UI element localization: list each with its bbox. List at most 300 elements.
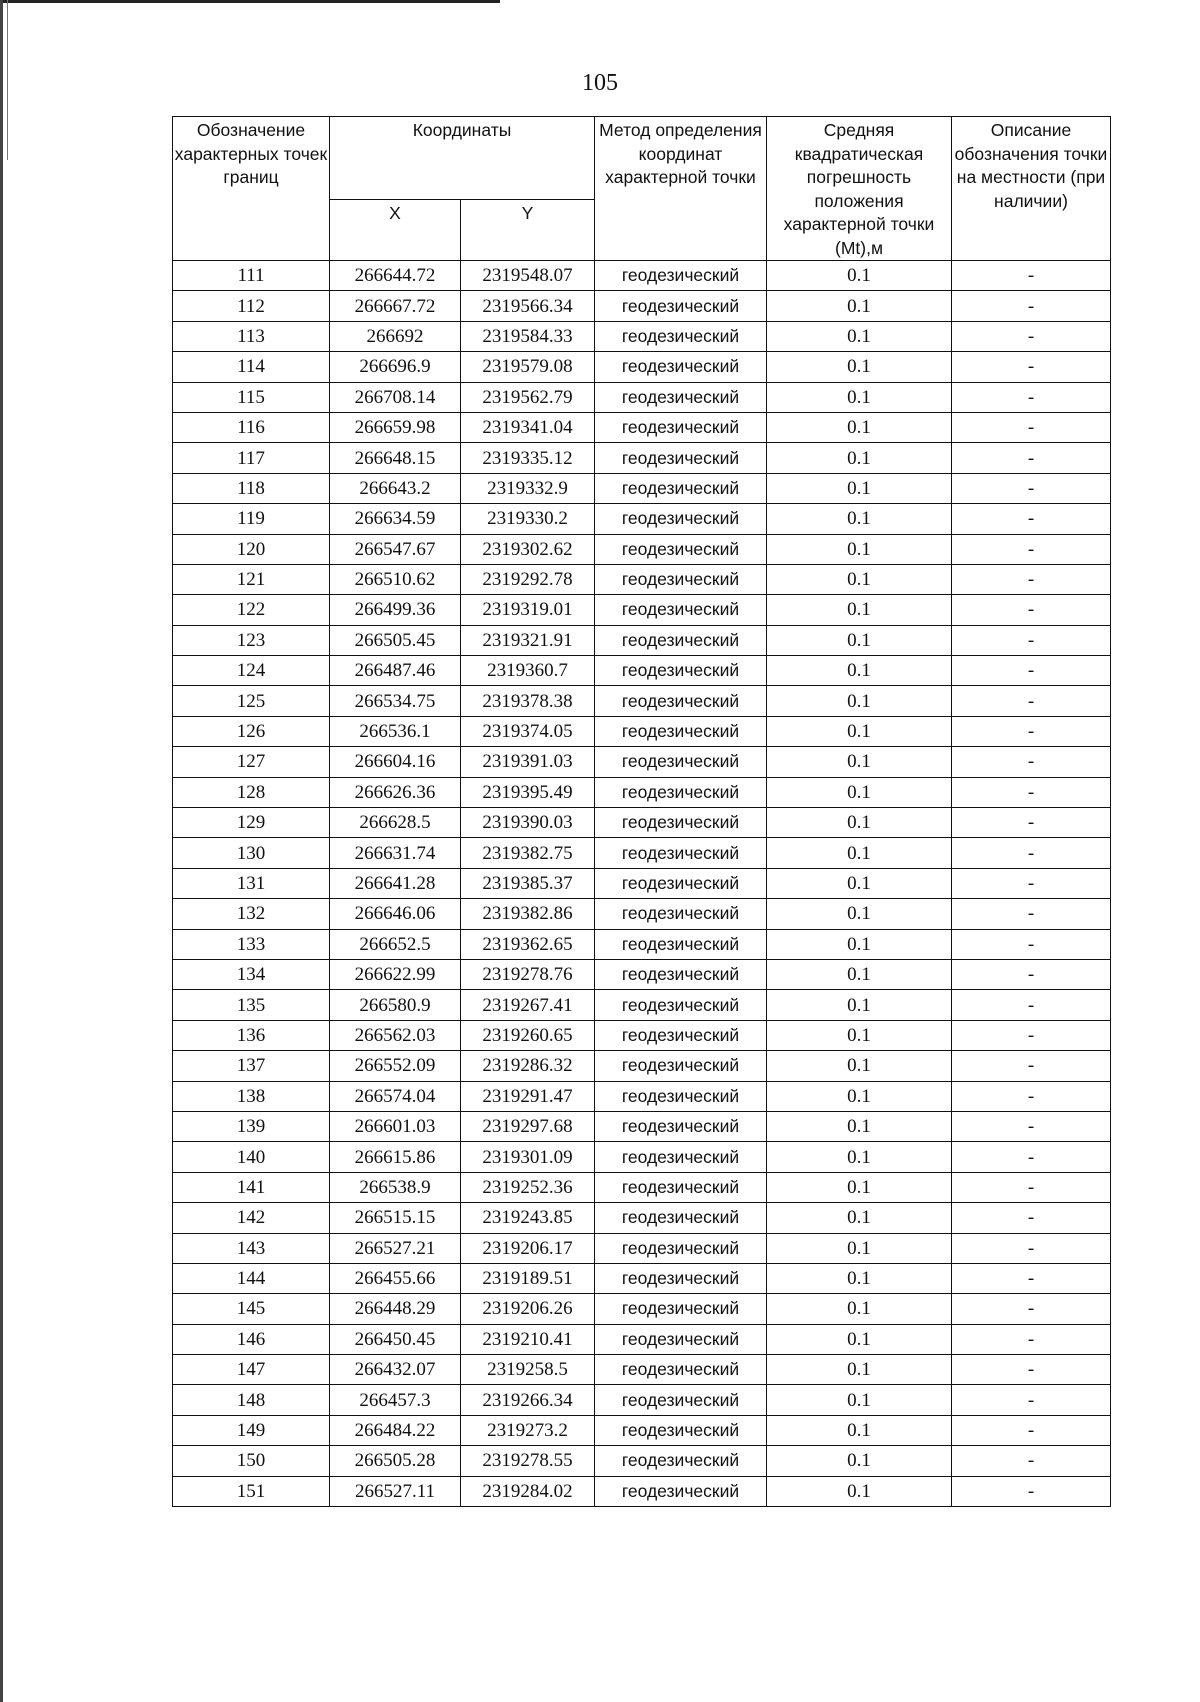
cell-method: геодезический xyxy=(595,1051,767,1081)
table-row xyxy=(173,1233,1111,1263)
cell-description: - xyxy=(952,321,1111,351)
cell-error: 0.1 xyxy=(767,1233,952,1263)
cell-x: 266527.11 xyxy=(330,1476,461,1506)
cell-point: 134 xyxy=(173,959,330,989)
cell-error: 0.1 xyxy=(767,352,952,382)
cell-y: 2319562.79 xyxy=(461,382,595,412)
header-y: Y xyxy=(461,200,595,261)
header-coordinates: Координаты xyxy=(330,117,595,200)
cell-x: 266652.5 xyxy=(330,929,461,959)
cell-y: 2319584.33 xyxy=(461,321,595,351)
cell-method: геодезический xyxy=(595,716,767,746)
cell-y: 2319189.51 xyxy=(461,1263,595,1293)
cell-method: геодезический xyxy=(595,899,767,929)
cell-error: 0.1 xyxy=(767,1294,952,1324)
cell-error: 0.1 xyxy=(767,564,952,594)
cell-method: геодезический xyxy=(595,564,767,594)
cell-method: геодезический xyxy=(595,473,767,503)
cell-description: - xyxy=(952,595,1111,625)
table-row xyxy=(173,382,1111,412)
cell-x: 266692 xyxy=(330,321,461,351)
header-mean-square-error: Средняя квадратическая погрешность положения характерной точки (Mt),м xyxy=(767,117,952,261)
table-row xyxy=(173,1476,1111,1506)
cell-error: 0.1 xyxy=(767,1203,952,1233)
cell-point: 120 xyxy=(173,534,330,564)
cell-y: 2319566.34 xyxy=(461,291,595,321)
cell-x: 266484.22 xyxy=(330,1415,461,1445)
cell-method: геодезический xyxy=(595,321,767,351)
cell-error: 0.1 xyxy=(767,838,952,868)
cell-description: - xyxy=(952,929,1111,959)
cell-point: 135 xyxy=(173,990,330,1020)
table-row xyxy=(173,1203,1111,1233)
cell-method: геодезический xyxy=(595,1142,767,1172)
cell-y: 2319360.7 xyxy=(461,656,595,686)
cell-x: 266696.9 xyxy=(330,352,461,382)
cell-error: 0.1 xyxy=(767,747,952,777)
table-row xyxy=(173,473,1111,503)
cell-point: 130 xyxy=(173,838,330,868)
cell-y: 2319319.01 xyxy=(461,595,595,625)
table-body xyxy=(173,261,1111,1507)
cell-point: 114 xyxy=(173,352,330,382)
cell-x: 266538.9 xyxy=(330,1172,461,1202)
cell-description: - xyxy=(952,1020,1111,1050)
cell-description: - xyxy=(952,1111,1111,1141)
cell-method: геодезический xyxy=(595,929,767,959)
cell-y: 2319321.91 xyxy=(461,625,595,655)
cell-error: 0.1 xyxy=(767,990,952,1020)
cell-description: - xyxy=(952,1051,1111,1081)
cell-y: 2319206.26 xyxy=(461,1294,595,1324)
cell-description: - xyxy=(952,625,1111,655)
cell-point: 141 xyxy=(173,1172,330,1202)
header-method: Метод определения координат характерной точки xyxy=(595,117,767,261)
cell-description: - xyxy=(952,838,1111,868)
cell-error: 0.1 xyxy=(767,412,952,442)
table-row xyxy=(173,261,1111,291)
table-row xyxy=(173,1446,1111,1476)
cell-x: 266448.29 xyxy=(330,1294,461,1324)
cell-error: 0.1 xyxy=(767,1324,952,1354)
cell-method: геодезический xyxy=(595,1111,767,1141)
cell-y: 2319252.36 xyxy=(461,1172,595,1202)
cell-error: 0.1 xyxy=(767,382,952,412)
cell-method: геодезический xyxy=(595,1203,767,1233)
cell-x: 266643.2 xyxy=(330,473,461,503)
table-row xyxy=(173,291,1111,321)
table-row xyxy=(173,686,1111,716)
cell-method: геодезический xyxy=(595,412,767,442)
cell-y: 2319382.75 xyxy=(461,838,595,868)
cell-method: геодезический xyxy=(595,1355,767,1385)
cell-error: 0.1 xyxy=(767,1476,952,1506)
cell-x: 266708.14 xyxy=(330,382,461,412)
cell-method: геодезический xyxy=(595,686,767,716)
cell-method: геодезический xyxy=(595,595,767,625)
table-row xyxy=(173,1081,1111,1111)
cell-method: геодезический xyxy=(595,1294,767,1324)
table-row xyxy=(173,1355,1111,1385)
table-row xyxy=(173,1415,1111,1445)
cell-description: - xyxy=(952,1476,1111,1506)
cell-point: 125 xyxy=(173,686,330,716)
cell-description: - xyxy=(952,959,1111,989)
cell-x: 266499.36 xyxy=(330,595,461,625)
table-row xyxy=(173,443,1111,473)
cell-x: 266667.72 xyxy=(330,291,461,321)
cell-x: 266432.07 xyxy=(330,1355,461,1385)
table-row xyxy=(173,899,1111,929)
cell-method: геодезический xyxy=(595,1385,767,1415)
table-row xyxy=(173,868,1111,898)
table-row xyxy=(173,564,1111,594)
cell-y: 2319332.9 xyxy=(461,473,595,503)
cell-error: 0.1 xyxy=(767,1263,952,1293)
cell-y: 2319330.2 xyxy=(461,504,595,534)
cell-error: 0.1 xyxy=(767,595,952,625)
table-row xyxy=(173,1263,1111,1293)
cell-description: - xyxy=(952,1081,1111,1111)
table-row xyxy=(173,656,1111,686)
cell-description: - xyxy=(952,777,1111,807)
cell-method: геодезический xyxy=(595,291,767,321)
cell-point: 116 xyxy=(173,412,330,442)
page-number: 105 xyxy=(582,70,618,96)
cell-y: 2319267.41 xyxy=(461,990,595,1020)
cell-method: геодезический xyxy=(595,534,767,564)
cell-x: 266534.75 xyxy=(330,686,461,716)
cell-description: - xyxy=(952,1446,1111,1476)
cell-x: 266487.46 xyxy=(330,656,461,686)
table-row xyxy=(173,959,1111,989)
table-row xyxy=(173,1020,1111,1050)
cell-x: 266574.04 xyxy=(330,1081,461,1111)
cell-point: 148 xyxy=(173,1385,330,1415)
cell-error: 0.1 xyxy=(767,321,952,351)
cell-method: геодезический xyxy=(595,1020,767,1050)
table-header xyxy=(173,117,1111,261)
table-row xyxy=(173,777,1111,807)
cell-method: геодезический xyxy=(595,1081,767,1111)
cell-y: 2319341.04 xyxy=(461,412,595,442)
cell-error: 0.1 xyxy=(767,1020,952,1050)
cell-method: геодезический xyxy=(595,808,767,838)
cell-y: 2319278.76 xyxy=(461,959,595,989)
cell-description: - xyxy=(952,1203,1111,1233)
cell-method: геодезический xyxy=(595,1415,767,1445)
cell-x: 266580.9 xyxy=(330,990,461,1020)
cell-description: - xyxy=(952,1263,1111,1293)
cell-description: - xyxy=(952,686,1111,716)
cell-error: 0.1 xyxy=(767,504,952,534)
cell-error: 0.1 xyxy=(767,1111,952,1141)
cell-error: 0.1 xyxy=(767,534,952,564)
cell-y: 2319286.32 xyxy=(461,1051,595,1081)
cell-x: 266644.72 xyxy=(330,261,461,291)
cell-description: - xyxy=(952,1415,1111,1445)
cell-description: - xyxy=(952,1233,1111,1263)
table-row xyxy=(173,838,1111,868)
cell-x: 266622.99 xyxy=(330,959,461,989)
cell-method: геодезический xyxy=(595,504,767,534)
cell-point: 127 xyxy=(173,747,330,777)
header-x: X xyxy=(330,200,461,261)
cell-description: - xyxy=(952,261,1111,291)
cell-method: геодезический xyxy=(595,1263,767,1293)
cell-method: геодезический xyxy=(595,1446,767,1476)
cell-point: 122 xyxy=(173,595,330,625)
cell-description: - xyxy=(952,868,1111,898)
cell-method: геодезический xyxy=(595,1476,767,1506)
cell-y: 2319210.41 xyxy=(461,1324,595,1354)
cell-description: - xyxy=(952,1172,1111,1202)
cell-point: 133 xyxy=(173,929,330,959)
header-point-designation: Обозначение характерных точек границ xyxy=(173,117,330,261)
cell-point: 143 xyxy=(173,1233,330,1263)
cell-error: 0.1 xyxy=(767,1051,952,1081)
cell-point: 126 xyxy=(173,716,330,746)
table-row xyxy=(173,1385,1111,1415)
cell-x: 266659.98 xyxy=(330,412,461,442)
cell-method: геодезический xyxy=(595,443,767,473)
cell-method: геодезический xyxy=(595,1233,767,1263)
cell-y: 2319266.34 xyxy=(461,1385,595,1415)
coordinates-table xyxy=(172,116,1111,1507)
cell-y: 2319301.09 xyxy=(461,1142,595,1172)
cell-method: геодезический xyxy=(595,261,767,291)
cell-y: 2319362.65 xyxy=(461,929,595,959)
cell-point: 146 xyxy=(173,1324,330,1354)
scan-edge-left xyxy=(0,0,3,1702)
cell-description: - xyxy=(952,504,1111,534)
cell-description: - xyxy=(952,808,1111,838)
cell-x: 266455.66 xyxy=(330,1263,461,1293)
cell-description: - xyxy=(952,899,1111,929)
table-row xyxy=(173,747,1111,777)
cell-point: 132 xyxy=(173,899,330,929)
cell-x: 266631.74 xyxy=(330,838,461,868)
cell-error: 0.1 xyxy=(767,291,952,321)
cell-y: 2319243.85 xyxy=(461,1203,595,1233)
cell-method: геодезический xyxy=(595,352,767,382)
cell-x: 266626.36 xyxy=(330,777,461,807)
cell-method: геодезический xyxy=(595,959,767,989)
cell-method: геодезический xyxy=(595,382,767,412)
cell-point: 118 xyxy=(173,473,330,503)
cell-error: 0.1 xyxy=(767,1081,952,1111)
cell-y: 2319278.55 xyxy=(461,1446,595,1476)
cell-point: 128 xyxy=(173,777,330,807)
cell-point: 121 xyxy=(173,564,330,594)
cell-point: 149 xyxy=(173,1415,330,1445)
cell-y: 2319258.5 xyxy=(461,1355,595,1385)
cell-point: 139 xyxy=(173,1111,330,1141)
table-row xyxy=(173,929,1111,959)
cell-y: 2319382.86 xyxy=(461,899,595,929)
cell-description: - xyxy=(952,1355,1111,1385)
cell-error: 0.1 xyxy=(767,868,952,898)
cell-x: 266536.1 xyxy=(330,716,461,746)
cell-x: 266615.86 xyxy=(330,1142,461,1172)
cell-x: 266515.15 xyxy=(330,1203,461,1233)
cell-x: 266450.45 xyxy=(330,1324,461,1354)
cell-error: 0.1 xyxy=(767,777,952,807)
cell-point: 144 xyxy=(173,1263,330,1293)
cell-x: 266634.59 xyxy=(330,504,461,534)
cell-x: 266505.28 xyxy=(330,1446,461,1476)
cell-y: 2319302.62 xyxy=(461,534,595,564)
cell-error: 0.1 xyxy=(767,899,952,929)
cell-point: 113 xyxy=(173,321,330,351)
cell-error: 0.1 xyxy=(767,1355,952,1385)
cell-description: - xyxy=(952,1385,1111,1415)
cell-point: 137 xyxy=(173,1051,330,1081)
cell-point: 150 xyxy=(173,1446,330,1476)
cell-point: 111 xyxy=(173,261,330,291)
cell-point: 145 xyxy=(173,1294,330,1324)
cell-description: - xyxy=(952,1142,1111,1172)
cell-method: геодезический xyxy=(595,1324,767,1354)
table-row xyxy=(173,1142,1111,1172)
cell-error: 0.1 xyxy=(767,808,952,838)
cell-point: 119 xyxy=(173,504,330,534)
cell-point: 136 xyxy=(173,1020,330,1050)
cell-x: 266552.09 xyxy=(330,1051,461,1081)
cell-description: - xyxy=(952,412,1111,442)
cell-x: 266628.5 xyxy=(330,808,461,838)
cell-point: 117 xyxy=(173,443,330,473)
cell-point: 138 xyxy=(173,1081,330,1111)
table-row xyxy=(173,412,1111,442)
table-row xyxy=(173,1172,1111,1202)
cell-x: 266510.62 xyxy=(330,564,461,594)
cell-y: 2319385.37 xyxy=(461,868,595,898)
cell-y: 2319374.05 xyxy=(461,716,595,746)
cell-error: 0.1 xyxy=(767,473,952,503)
table-row xyxy=(173,504,1111,534)
cell-y: 2319292.78 xyxy=(461,564,595,594)
cell-x: 266527.21 xyxy=(330,1233,461,1263)
cell-y: 2319297.68 xyxy=(461,1111,595,1141)
table-row xyxy=(173,534,1111,564)
cell-x: 266505.45 xyxy=(330,625,461,655)
cell-x: 266601.03 xyxy=(330,1111,461,1141)
cell-description: - xyxy=(952,656,1111,686)
cell-error: 0.1 xyxy=(767,261,952,291)
cell-x: 266641.28 xyxy=(330,868,461,898)
cell-point: 123 xyxy=(173,625,330,655)
cell-error: 0.1 xyxy=(767,656,952,686)
cell-point: 112 xyxy=(173,291,330,321)
cell-y: 2319273.2 xyxy=(461,1415,595,1445)
cell-description: - xyxy=(952,990,1111,1020)
table-row xyxy=(173,625,1111,655)
cell-x: 266646.06 xyxy=(330,899,461,929)
cell-description: - xyxy=(952,1294,1111,1324)
cell-description: - xyxy=(952,473,1111,503)
header-description: Описание обозначения точки на местности (при наличии) xyxy=(952,117,1111,261)
table-row xyxy=(173,1294,1111,1324)
table-row xyxy=(173,1051,1111,1081)
cell-method: геодезический xyxy=(595,868,767,898)
cell-error: 0.1 xyxy=(767,1172,952,1202)
table-row xyxy=(173,990,1111,1020)
cell-description: - xyxy=(952,564,1111,594)
cell-description: - xyxy=(952,534,1111,564)
cell-y: 2319291.47 xyxy=(461,1081,595,1111)
cell-method: геодезический xyxy=(595,777,767,807)
cell-y: 2319395.49 xyxy=(461,777,595,807)
table-row xyxy=(173,352,1111,382)
cell-error: 0.1 xyxy=(767,1385,952,1415)
cell-y: 2319390.03 xyxy=(461,808,595,838)
cell-description: - xyxy=(952,747,1111,777)
cell-error: 0.1 xyxy=(767,716,952,746)
cell-y: 2319548.07 xyxy=(461,261,595,291)
cell-error: 0.1 xyxy=(767,1446,952,1476)
cell-point: 131 xyxy=(173,868,330,898)
cell-y: 2319579.08 xyxy=(461,352,595,382)
cell-y: 2319378.38 xyxy=(461,686,595,716)
cell-description: - xyxy=(952,352,1111,382)
cell-point: 147 xyxy=(173,1355,330,1385)
cell-point: 124 xyxy=(173,656,330,686)
cell-point: 140 xyxy=(173,1142,330,1172)
cell-method: геодезический xyxy=(595,747,767,777)
cell-method: геодезический xyxy=(595,625,767,655)
cell-x: 266457.3 xyxy=(330,1385,461,1415)
cell-method: геодезический xyxy=(595,990,767,1020)
cell-y: 2319206.17 xyxy=(461,1233,595,1263)
cell-x: 266547.67 xyxy=(330,534,461,564)
cell-y: 2319335.12 xyxy=(461,443,595,473)
cell-error: 0.1 xyxy=(767,929,952,959)
cell-method: геодезический xyxy=(595,838,767,868)
table-row xyxy=(173,1111,1111,1141)
cell-point: 142 xyxy=(173,1203,330,1233)
cell-y: 2319260.65 xyxy=(461,1020,595,1050)
table-row xyxy=(173,808,1111,838)
cell-x: 266562.03 xyxy=(330,1020,461,1050)
cell-error: 0.1 xyxy=(767,686,952,716)
cell-description: - xyxy=(952,291,1111,321)
cell-method: геодезический xyxy=(595,656,767,686)
cell-error: 0.1 xyxy=(767,625,952,655)
scan-edge-top xyxy=(0,0,500,3)
table-row xyxy=(173,595,1111,625)
cell-y: 2319284.02 xyxy=(461,1476,595,1506)
cell-x: 266604.16 xyxy=(330,747,461,777)
cell-error: 0.1 xyxy=(767,959,952,989)
table-row xyxy=(173,716,1111,746)
table-row xyxy=(173,1324,1111,1354)
cell-error: 0.1 xyxy=(767,1415,952,1445)
cell-description: - xyxy=(952,716,1111,746)
cell-error: 0.1 xyxy=(767,1142,952,1172)
cell-method: геодезический xyxy=(595,1172,767,1202)
table-row xyxy=(173,321,1111,351)
cell-point: 129 xyxy=(173,808,330,838)
cell-x: 266648.15 xyxy=(330,443,461,473)
cell-point: 151 xyxy=(173,1476,330,1506)
cell-description: - xyxy=(952,382,1111,412)
cell-description: - xyxy=(952,1324,1111,1354)
cell-error: 0.1 xyxy=(767,443,952,473)
cell-y: 2319391.03 xyxy=(461,747,595,777)
cell-point: 115 xyxy=(173,382,330,412)
cell-description: - xyxy=(952,443,1111,473)
